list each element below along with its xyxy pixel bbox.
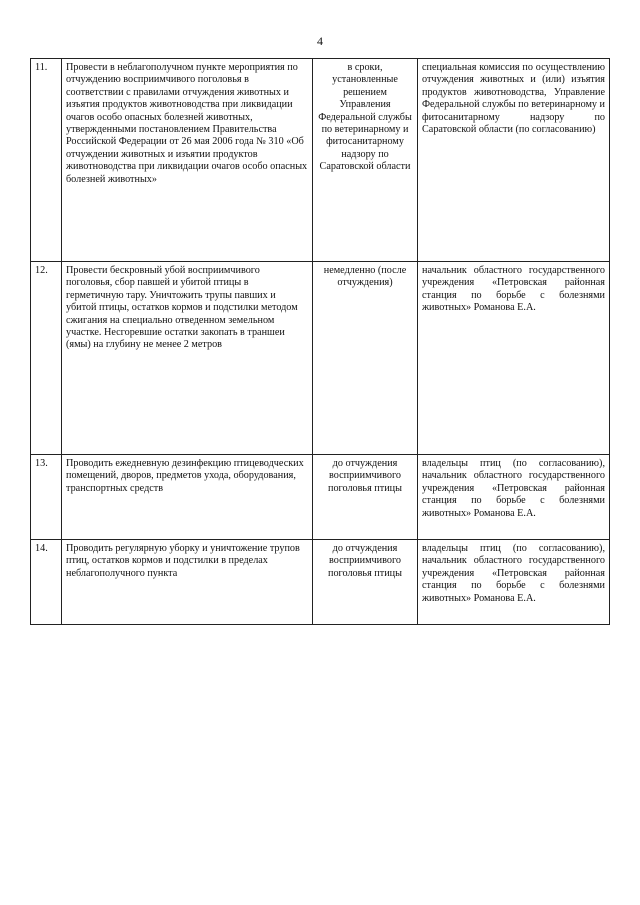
action-cell: Провести в неблагополучном пункте мероприятия по отчуждению восприимчивого поголовья в соответствии с правилами отчуждения животных и изъятия продуктов животноводства при ликвидации очагов особо опасных болезней животных, утвержденными постановлением Правительства Российской Федерации от 26 мая 2006 года № 310 «Об отчуждении животных и изъятии продуктов животноводства при ликвидации очагов особо опасных болезней животных» (62, 59, 313, 262)
table-row (31, 59, 610, 262)
term-cell: немедленно (после отчуждения) (313, 262, 418, 455)
term-cell: до отчуждения восприимчивого поголовья птицы (313, 540, 418, 625)
table-row (31, 262, 610, 455)
row-number: 14. (31, 540, 62, 625)
responsible-cell: специальная комиссия по осуществлению отчуждения животных и (или) изъятия продуктов животноводства, Управление Федеральной службы по ветеринарному и фитосанитарному надзору по Саратовской области (по согласованию) (418, 59, 610, 262)
term-cell: в сроки, установленные решением Управления Федеральной службы по ветеринарному и фитосанитарному надзору по Саратовской области (313, 59, 418, 262)
row-number: 12. (31, 262, 62, 455)
action-cell: Проводить ежедневную дезинфекцию птицеводческих помещений, дворов, предметов ухода, оборудования, транспортных средств (62, 455, 313, 540)
action-cell: Провести бескровный убой восприимчивого поголовья, сбор павшей и убитой птицы в герметичную тару. Уничтожить трупы павших и убитой птицы, остатков кормов и подстилки методом сжигания на специально отведенном земельном участке. Несгоревшие остатки закопать в траншеи (ямы) на глубину не менее 2 метров (62, 262, 313, 455)
table-row (31, 455, 610, 540)
measures-table (30, 58, 610, 625)
row-number: 13. (31, 455, 62, 540)
responsible-cell: владельцы птиц (по согласованию), начальник областного государственного учреждения «Петровская районная станция по борьбе с болезнями животных» Романова Е.А. (418, 455, 610, 540)
responsible-cell: владельцы птиц (по согласованию), начальник областного государственного учреждения «Петровская районная станция по борьбе с болезнями животных» Романова Е.А. (418, 540, 610, 625)
action-cell: Проводить регулярную уборку и уничтожение трупов птиц, остатков кормов и подстилки в пределах неблагополучного пункта (62, 540, 313, 625)
responsible-cell: начальник областного государственного учреждения «Петровская районная станция по борьбе с болезнями животных» Романова Е.А. (418, 262, 610, 455)
page-number: 4 (317, 34, 323, 48)
table-row (31, 540, 610, 625)
term-cell: до отчуждения восприимчивого поголовья птицы (313, 455, 418, 540)
row-number: 11. (31, 59, 62, 262)
